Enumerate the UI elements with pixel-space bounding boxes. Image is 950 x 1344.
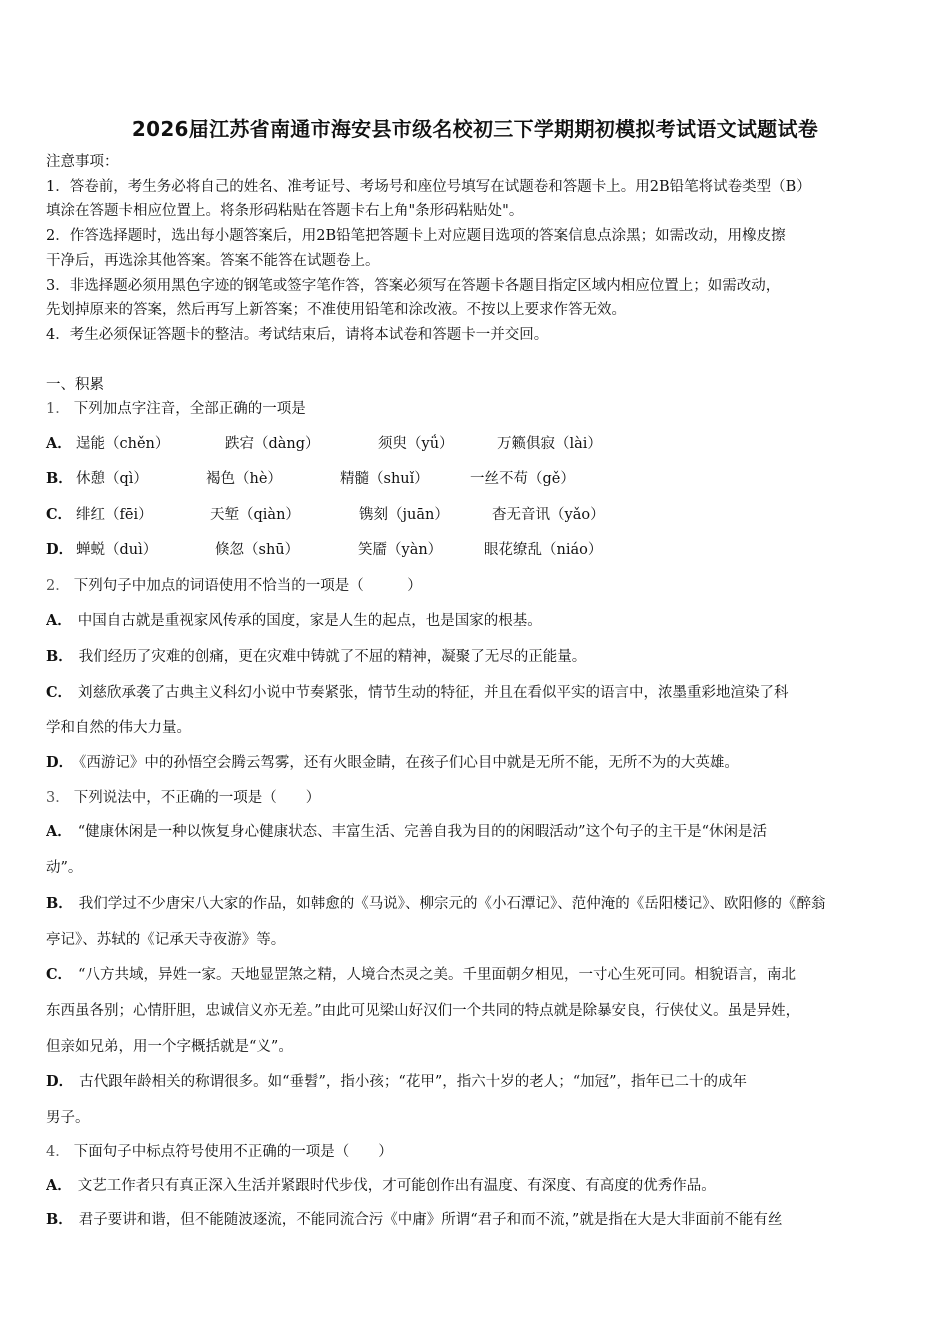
option-text: 中国自古就是重视家风传承的国度，家是人生的起点，也是国家的根基。 [77, 613, 542, 629]
option-letter: C． [46, 684, 73, 701]
option-item: 褐色（hè） [206, 471, 282, 487]
option-letter: B． [46, 648, 73, 665]
option-letter: A． [46, 823, 72, 840]
question-1-stem [46, 399, 306, 419]
question-text: 下列加点字注音，全部正确的一项是 [73, 401, 306, 417]
option-text: “八方共域，异姓一家。天地显罡煞之精，人境合杰灵之美。千里面朝夕相见，一寸心生死可同。相貌语言，南北 [78, 967, 796, 983]
option-letter: A． [46, 435, 72, 452]
option-letter: C． [46, 966, 73, 983]
option-letter: D． [46, 754, 74, 771]
option-text: 《西游记》中的孙悟空会腾云驾雾，还有火眼金睛，在孩子们心目中就是无所不能，无所不为的大英雄。 [79, 755, 739, 771]
q2-option-d [46, 753, 908, 773]
section-heading: 一、积累 [46, 377, 104, 393]
option-item: 绯红（fēi） [76, 507, 153, 523]
q2-option-b [46, 647, 908, 667]
q3-option-b-cont: 亭记》、苏轼的《记承天寺夜游》等。 [46, 932, 286, 948]
q4-option-a [46, 1176, 908, 1196]
option-item: 天堑（qiàn） [210, 507, 300, 523]
option-text: 我们经历了灾难的创痛，更在灾难中铸就了不屈的精神，凝聚了无尽的正能量。 [78, 649, 587, 665]
notice-line: 填涂在答题卡相应位置上。将条形码粘贴在答题卡右上角"条形码粘贴处"。 [46, 203, 524, 219]
question-text: 下列说法中，不正确的一项是（ ） [73, 790, 321, 806]
question-number: 2． [46, 578, 70, 594]
q2-option-a [46, 611, 908, 631]
option-text: 君子要讲和谐，但不能随波逐流，不能同流合污《中庸》所谓“君子和而不流，”就是指在大是大非面前不能有丝 [78, 1212, 783, 1228]
question-4-stem [46, 1142, 393, 1162]
question-text: 下面句子中标点符号使用不正确的一项是（ ） [73, 1144, 393, 1160]
q3-option-b [46, 894, 908, 914]
q3-option-a [46, 822, 908, 842]
option-letter: C． [46, 506, 73, 523]
option-text: “健康休闲是一种以恢复身心健康状态、丰富生活、完善自我为目的的闲暇活动”这个句子的主干是“休闲是活 [77, 824, 767, 840]
q3-option-c-cont: 但亲如兄弟，用一个字概括就是“义”。 [46, 1039, 293, 1055]
option-text: 刘慈欣承袭了古典主义科幻小说中节奏紧张，情节生动的特征，并且在看似平实的语言中，浓墨重彩地渲染了科 [78, 685, 789, 701]
option-letter: A． [46, 1177, 72, 1194]
q2-option-c [46, 683, 908, 703]
option-item: 须臾（yǘ） [378, 436, 454, 452]
option-text: 文艺工作者只有真正深入生活并紧跟时代步伐，才可能创作出有温度、有深度、有高度的优秀作品。 [77, 1178, 716, 1194]
option-item: 一丝不苟（gě） [470, 471, 575, 487]
option-item: 蝉蜕（duì） [76, 542, 158, 558]
q3-option-d [46, 1072, 908, 1092]
option-letter: B． [46, 470, 73, 487]
q3-option-d-cont: 男子。 [46, 1110, 90, 1126]
option-item: 镌刻（juān） [359, 507, 449, 523]
notice-line: 4．考生必须保证答题卡的整洁。考试结束后，请将本试卷和答题卡一并交回。 [46, 327, 549, 343]
q2-option-c-cont: 学和自然的伟大力量。 [46, 720, 191, 736]
question-number: 4． [46, 1144, 70, 1160]
notice-line: 3．非选择题必须用黑色字迹的钢笔或签字笔作答，答案必须写在答题卡各题目指定区域内相应位置上；如需改动， [46, 278, 781, 294]
question-text: 下列句子中加点的词语使用不恰当的一项是（ ） [73, 578, 422, 594]
notice-line: 2．作答选择题时，选出每小题答案后，用2B铅笔把答题卡上对应题目选项的答案信息点涂黑；如需改动，用橡皮擦 [46, 228, 786, 244]
question-2-stem [46, 576, 422, 596]
option-letter: D． [46, 1073, 74, 1090]
option-item: 笑靥（yàn） [358, 542, 443, 558]
option-item: 精髓（shuǐ） [340, 471, 429, 487]
q3-option-a-cont: 动”。 [46, 860, 83, 876]
option-item: 跌宕（dàng） [225, 436, 320, 452]
option-text: 我们学过不少唐宋八大家的作品，如韩愈的《马说》、柳宗元的《小石潭记》、范仲淹的《岳阳楼记》、欧阳修的《醉翁 [78, 896, 826, 912]
option-text: 古代跟年龄相关的称谓很多。如“垂髫”，指小孩；“花甲”，指六十岁的老人；“加冠”，指年已二十的成年 [79, 1074, 748, 1090]
notice-heading: 注意事项： [46, 154, 119, 170]
option-letter: A． [46, 612, 72, 629]
notice-line: 干净后，再选涂其他答案。答案不能答在试题卷上。 [46, 253, 380, 269]
option-item: 杳无音讯（yǎo） [492, 507, 605, 523]
question-number: 1． [46, 401, 70, 417]
option-letter: D． [46, 541, 74, 558]
option-item: 万籁俱寂（lài） [497, 436, 602, 452]
option-item: 眼花缭乱（niáo） [484, 542, 603, 558]
option-item: 逞能（chěn） [76, 436, 170, 452]
q3-option-c-cont: 东西虽各别；心情肝胆，忠诚信义亦无差。”由此可见梁山好汉们一个共同的特点就是除暴安良，行侠仗义。虽是异姓， [46, 1003, 801, 1019]
option-item: 倏忽（shū） [215, 542, 300, 558]
q3-option-c [46, 965, 908, 985]
notice-line: 先划掉原来的答案，然后再写上新答案；不准使用铅笔和涂改液。不按以上要求作答无效。 [46, 302, 626, 318]
question-number: 3． [46, 790, 70, 806]
question-3-stem [46, 788, 320, 808]
option-letter: B． [46, 895, 73, 912]
option-letter: B． [46, 1211, 73, 1228]
q4-option-b [46, 1210, 908, 1230]
page-title: 2026届江苏省南通市海安县市级名校初三下学期期初模拟考试语文试题试卷 [131, 117, 819, 141]
notice-line: 1．答卷前，考生务必将自己的姓名、准考证号、考场号和座位号填写在试题卷和答题卡上。用2B铅笔将试卷类型（B） [46, 179, 811, 195]
option-item: 休憩（qì） [76, 471, 148, 487]
